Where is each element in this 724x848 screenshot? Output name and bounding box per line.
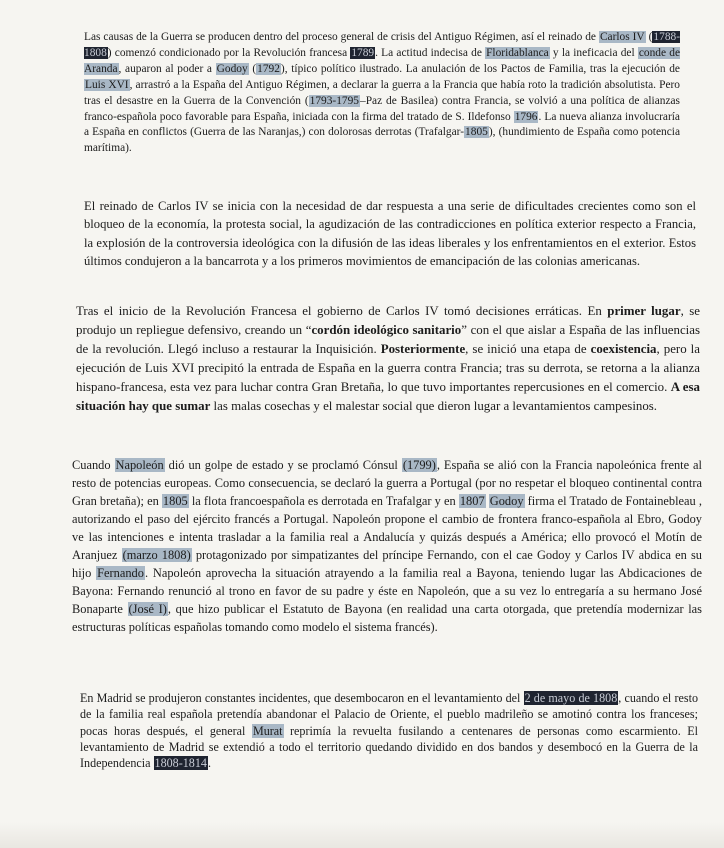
- text-run: Las causas de la Guerra se producen dentro del proceso general de crisis del Antiguo Régimen, así el reinado de: [84, 31, 599, 43]
- text-run: En Madrid se produjeron constantes incidentes, que desembocaron en el levantamiento del: [80, 691, 524, 705]
- text-run: Cuando: [72, 458, 115, 472]
- bold-cordon-sanitario: cordón ideológico sanitario: [311, 323, 462, 337]
- highlight-1799: (1799): [402, 458, 436, 472]
- highlight-godoy: Godoy: [489, 494, 524, 509]
- paragraph-revolution-response: [76, 302, 700, 416]
- text-run: ” con el que aislar a España de las influencias de la revolución. Llegó incluso a restaurar la Inquisición.: [76, 323, 700, 356]
- text-run: El reinado de Carlos IV se inicia con la necesidad de dar respuesta a una serie de dificultades crecientes como son el bloqueo de la economía, la protesta social, la agudización de las contradicciones en política exterior respecto a Francia, la explosión de la controversia ideológica con la difusión de las ideas liberales y los enfrentamientos en el exterior. Estos últimos condujeron a la bancarrota y a los primeros movimientos de emancipación de las colonias americanas.: [84, 199, 696, 268]
- text-run: las malas cosechas y el malestar social que dieron lugar a levantamientos campesinos.: [210, 399, 658, 413]
- highlight-1796: 1796: [514, 110, 538, 123]
- paragraph-madrid: [80, 690, 698, 771]
- text-run: , auparon al poder a: [118, 62, 216, 75]
- text-run: firma el Tratado de Fontainebleau , autorizando el paso del ejército francés a Portugal. Napoleón propone el cambio de frontera franco-española al Ebro, Godoy ve las intenciones e intenta trasladar a la familia real a Andalucía y quizás después a América; ello provocó el Motín de Aranjuez: [72, 494, 702, 563]
- text-run: dió un golpe de estado y se proclamó Cónsul: [164, 458, 402, 472]
- highlight-godoy: Godoy: [216, 62, 248, 75]
- highlight-1807: 1807: [459, 494, 485, 509]
- text-run: , se inició una etapa de: [465, 342, 591, 356]
- highlight-1792: 1792: [257, 62, 280, 75]
- text-run: la flota francoespañola es derrotada en Trafalgar y en: [188, 494, 459, 509]
- text-run: .: [207, 756, 211, 771]
- text-run: . La nueva alianza involucraría a España en conflictos (Guerra de las Naranjas,) con dolorosas derrotas (Trafalgar-: [84, 110, 680, 139]
- text-run: , España se alió con la Francia napoleónica frente al resto de potencias europeas. Como consecuencia, se declaró la guerra a Portugal (por no respetar el bloqueo continental contra Gran bretaña); en: [72, 458, 702, 509]
- bold-coexistencia: coexistencia: [590, 342, 657, 356]
- text-run: . Napoleón aprovecha la situación atrayendo a la familia real a Bayona, teniendo lugar las Abdicaciones de Bayona: Fernando renunció al trono en favor de su padre y éste en Napoleón, que a su vez lo entregaría a su hermano José Bonaparte: [72, 566, 702, 617]
- highlight-fernando: Fernando: [97, 566, 144, 581]
- text-run: ), (hundimiento de España como potencia marítima).: [84, 126, 680, 155]
- highlight-luis-xvi: Luis XVI: [85, 78, 129, 91]
- highlight-reign-dates: 1788-1808: [84, 31, 680, 59]
- highlight-floridablanca: Floridablanca: [486, 46, 549, 59]
- text-run: , pero la ejecución de Luis XVI precipitó la entrada de España en la guerra contra Francia; tras su derrota, se retorna a la alianza hispano-francesa, esta vez para luchar contra Gran Bretaña, lo que tuvo importantes repercusiones en el comercio.: [76, 342, 700, 394]
- highlight-jose-i: (José I): [128, 602, 167, 617]
- paragraph-napoleon: [72, 456, 702, 636]
- bold-situacion: A esa situación hay que sumar: [76, 380, 700, 413]
- highlight-1805: 1805: [465, 126, 488, 139]
- highlight-1808-1814: 1808-1814: [154, 756, 207, 771]
- text-run: , cuando el resto de la familia real española pretendía abandonar el Palacio de Oriente, el pueblo madrileño se amotinó contra los franceses; pocas horas después, el general: [80, 691, 698, 738]
- highlight-napoleon: Napoleón: [115, 458, 164, 472]
- paragraph-reign: [84, 197, 696, 270]
- text-run: (: [645, 31, 653, 43]
- highlight-1789: 1789: [351, 46, 375, 59]
- highlight-2-mayo: 2 de mayo de 1808: [524, 691, 618, 705]
- text-run: Tras el inicio de la Revolución Francesa el gobierno de Carlos IV tomó decisiones erráticas. En: [76, 304, 608, 318]
- bold-posteriormente: Posteriormente: [380, 342, 466, 356]
- text-run: y la ineficacia del: [549, 46, 638, 59]
- text-run: –Paz de Basilea) contra Francia, se volvió a una política de alianzas franco-española poco favorable para España, iniciada con la firma del tratado de S. Ildefonso: [84, 94, 680, 123]
- text-run: . La actitud indecisa de: [375, 46, 486, 59]
- text-run: ) comenzó condicionado por la Revolución francesa: [107, 46, 351, 59]
- highlight-1793-1795: 1793-1795: [309, 94, 359, 107]
- text-run: , que hizo publicar el Estatuto de Bayona (en realidad una carta otorgada, que pretendía modernizar las estructuras políticas españolas tomando como modelo el sistema francés).: [72, 602, 702, 635]
- highlight-1805: 1805: [162, 494, 188, 509]
- text-run: (: [248, 62, 257, 75]
- highlight-carlos-iv: Carlos IV: [599, 31, 645, 43]
- highlight-conde-aranda: conde de Aranda: [84, 46, 680, 75]
- highlight-murat: Murat: [252, 723, 283, 738]
- text-run: protagonizado por simpatizantes del príncipe Fernando, con el cae Godoy y Carlos IV abdica en su hijo: [72, 548, 702, 581]
- text-run: , arrastró a la España del Antiguo Régimen, a declarar la guerra a la Francia que había roto la tradición absolutista. Pero tras el desastre en la Guerra de la Convención (: [84, 78, 681, 107]
- scan-shadow: [0, 822, 724, 848]
- paragraph-causes: [84, 30, 680, 157]
- highlight-marzo-1808: (marzo 1808): [122, 548, 191, 563]
- text-run: reprimía la revuelta fusilando a centenares de personas como escarmiento. El levantamiento de Madrid se extendió a todo el territorio quedando dividido en dos bandos y desembocó en la Guerra de la Independencia: [80, 723, 698, 771]
- bold-primer-lugar: primer lugar: [607, 304, 681, 318]
- text-run: ), típico político ilustrado. La anulación de los Pactos de Familia, tras la ejecución de: [280, 62, 680, 75]
- text-run: , se produjo un repliegue defensivo, creando un “: [76, 304, 701, 337]
